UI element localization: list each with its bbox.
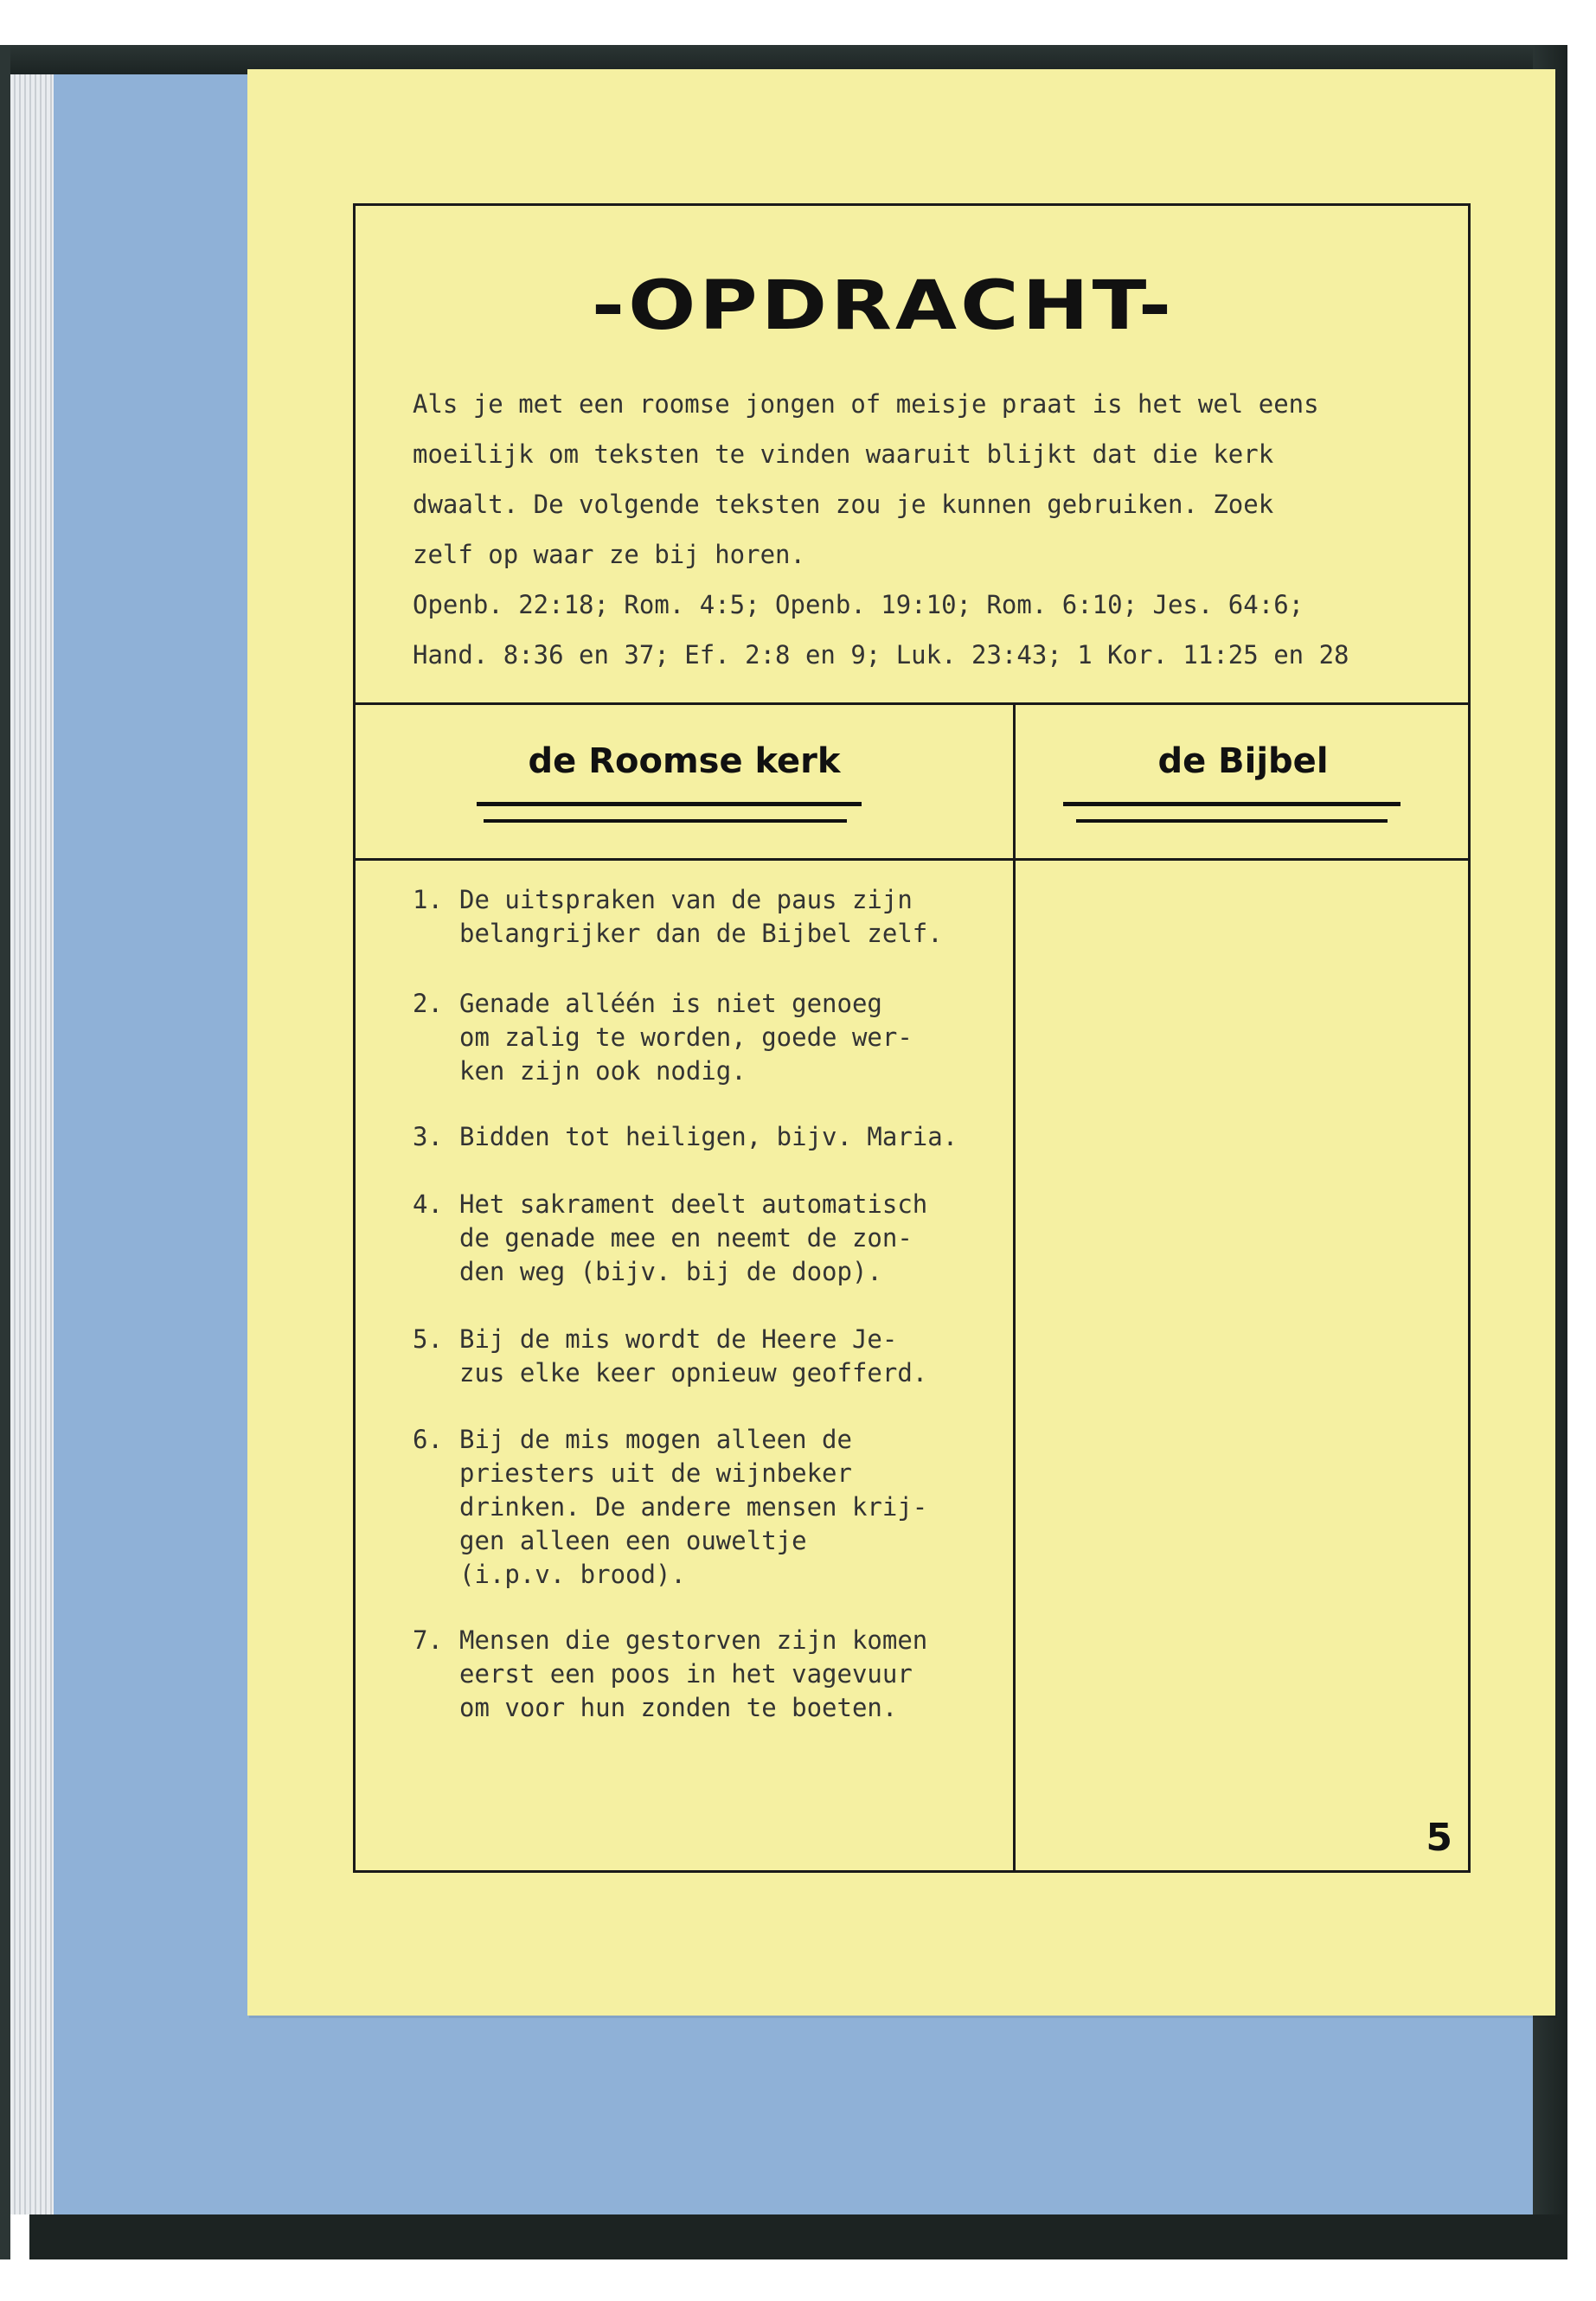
header-underline xyxy=(1063,802,1401,806)
worksheet-page xyxy=(247,69,1555,2016)
column-header-roomse-kerk xyxy=(356,705,1016,861)
page-title: -OPDRACHT- xyxy=(591,266,1176,345)
reference-line: Hand. 8:36 en 37; Ef. 2:8 en 9; Luk. 23:43; 1 Kor. 11:25 en 28 xyxy=(413,640,1349,670)
column-label: de Bijbel xyxy=(1157,741,1329,781)
column-header-bijbel xyxy=(1016,705,1471,861)
assignment-text: Als je met een roomse jongen of meisje praat is het wel eens moeilijk om teksten te vinden waaruit blijkt dat die kerk dwaalt. De volgende teksten zou je kunnen gebruiken. Zoek zelf op waar ze bij horen. xyxy=(413,389,1319,569)
bible-references xyxy=(413,580,1464,680)
binder-bottom-edge xyxy=(29,2214,1567,2259)
binder-left-edge xyxy=(0,45,10,2259)
worksheet-frame xyxy=(353,203,1471,1873)
header-underline xyxy=(1076,819,1388,823)
header-underline xyxy=(484,819,847,823)
roomse-kerk-statements: 1. De uitspraken van de paus zijn belangrijker dan de Bijbel zelf. 2. Genade alléén is niet genoeg om zalig te worden, goede wer- ken zijn ook nodig. 3. Bidden tot heiligen, bijv. Maria. 4. Het sakrament deelt automatisch de genade mee en neemt de zon- den weg (bijv. bij de doop). 5. Bij de mis wordt de Heere Je- zus elke keer opnieuw geofferd. 6. Bij de mis mogen alleen de priesters uit de wijnbeker drinken. De andere mensen krij- gen alleen een ouweltje (i.p.v. brood). 7. Mensen die gestorven zijn komen eerst een poos in het vagevuur om voor hun zonden te boeten. xyxy=(356,861,1016,1873)
assignment-section xyxy=(356,206,1468,705)
column-label: de Roomse kerk xyxy=(528,741,841,781)
page-number: 5 xyxy=(1426,1816,1452,1860)
reference-line: Openb. 22:18; Rom. 4:5; Openb. 19:10; Rom. 6:10; Jes. 64:6; xyxy=(413,590,1304,619)
header-underline xyxy=(477,802,862,806)
